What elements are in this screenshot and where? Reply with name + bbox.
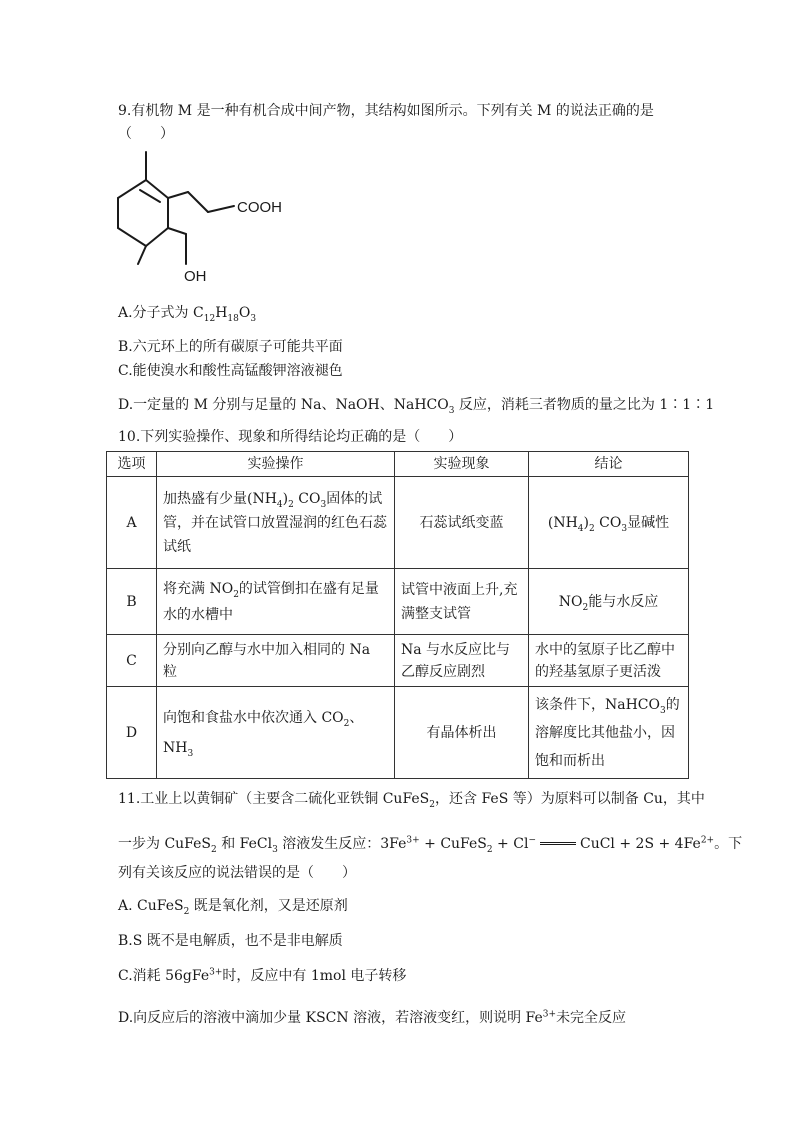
q9-option-a: A.分子式为 $C_{12}H_{18}O_3$	[118, 305, 257, 324]
row-conclusion: $(NH_4)_2$ $CO_3$显碱性	[529, 477, 689, 569]
double-bond	[140, 190, 160, 202]
row-option: A	[107, 477, 157, 569]
q9-option-d: D.一定量的 M 分别与足量的 Na、NaOH、NaHCO$_3$ 反应，消耗三者物质的量之比为 1∶1∶1	[118, 397, 715, 416]
header-conclusion: 结论	[529, 452, 689, 477]
table-row-a	[107, 477, 689, 569]
header-option: 选项	[107, 452, 157, 477]
row-operation: 加热盛有少量$(NH_4)_2$ $CO_3$固体的试管，并在试管口放置湿润的红色石蕊试纸	[157, 477, 395, 569]
cooh-label: COOH	[237, 199, 282, 216]
q11-line1: 11.工业上以黄铜矿（主要含二硫化亚铁铜 CuFeS$_2$，还含 FeS 等）为原料可以制备 Cu，其中	[118, 791, 705, 810]
table-header-row	[107, 452, 689, 477]
experiment-table	[106, 451, 689, 779]
header-operation: 实验操作	[157, 452, 395, 477]
q11-option-b: B.S 既不是电解质，也不是非电解质	[118, 933, 343, 949]
bond	[208, 206, 234, 212]
molecule-structure	[100, 140, 300, 290]
row-operation: 分别向乙醇与水中加入相同的 Na 粒	[157, 635, 395, 687]
q11-option-d: D.向反应后的溶液中滴加少量 KSCN 溶液，若溶液变红，则说明 $Fe^{3+}$未完全反应	[118, 1009, 627, 1026]
bond	[168, 192, 188, 198]
q9-option-b: B.六元环上的所有碳原子可能共平面	[118, 339, 343, 355]
row-phenomenon: 石蕊试纸变蓝	[395, 477, 529, 569]
q9-stem: 9.有机物 M 是一种有机合成中间产物，其结构如图所示。下列有关 M 的说法正确的是	[118, 103, 654, 119]
row-conclusion: 该条件下，NaHCO$_3$的溶解度比其他盐小，因饱和而析出	[529, 687, 689, 779]
q10-stem: 10.下列实验操作、现象和所得结论均正确的是（ ）	[118, 429, 463, 445]
row-option: B	[107, 569, 157, 635]
row-option: C	[107, 635, 157, 687]
q11-option-a: A. CuFeS$_2$ 既是氧化剂，又是还原剂	[118, 898, 348, 917]
row-operation: 将充满 $NO_2$的试管倒扣在盛有足量水的水槽中	[157, 569, 395, 635]
bond	[118, 180, 146, 198]
row-phenomenon: Na 与水反应比与乙醇反应剧烈	[395, 635, 529, 687]
header-phenomenon: 实验现象	[395, 452, 529, 477]
row-phenomenon: 有晶体析出	[395, 687, 529, 779]
row-option: D	[107, 687, 157, 779]
q9-option-c: C.能使溴水和酸性高锰酸钾溶液褪色	[118, 363, 343, 379]
equals-arrow	[540, 842, 576, 845]
row-phenomenon: 试管中液面上升,充满整支试管	[395, 569, 529, 635]
q11-line2: 一步为 CuFeS$_2$ 和 FeCl$_3$ 溶液发生反应：$3Fe^{3+}$ + CuFeS$_2$ + Cl− CuCl + $2S + 4Fe^{2+}$。下	[118, 835, 743, 855]
bond	[146, 228, 168, 246]
q11-line3: 列有关该反应的说法错误的是（ ）	[118, 865, 356, 881]
bond	[188, 192, 208, 212]
bond	[118, 228, 146, 246]
table-row-b	[107, 569, 689, 635]
row-operation: 向饱和食盐水中依次通入 $CO_2$、$NH_3$	[157, 687, 395, 779]
row-conclusion: $NO_2$能与水反应	[529, 569, 689, 635]
table-row-c	[107, 635, 689, 687]
q9-paren: （ ）	[118, 126, 174, 142]
q11-option-c: C.消耗 56gFe$^{3+}$时，反应中有 1mol 电子转移	[118, 967, 407, 984]
oh-label: OH	[184, 268, 207, 285]
bond	[138, 246, 146, 264]
bond	[168, 228, 186, 234]
row-conclusion: 水中的氢原子比乙醇中的羟基氢原子更活泼	[529, 635, 689, 687]
table-row-d	[107, 687, 689, 779]
